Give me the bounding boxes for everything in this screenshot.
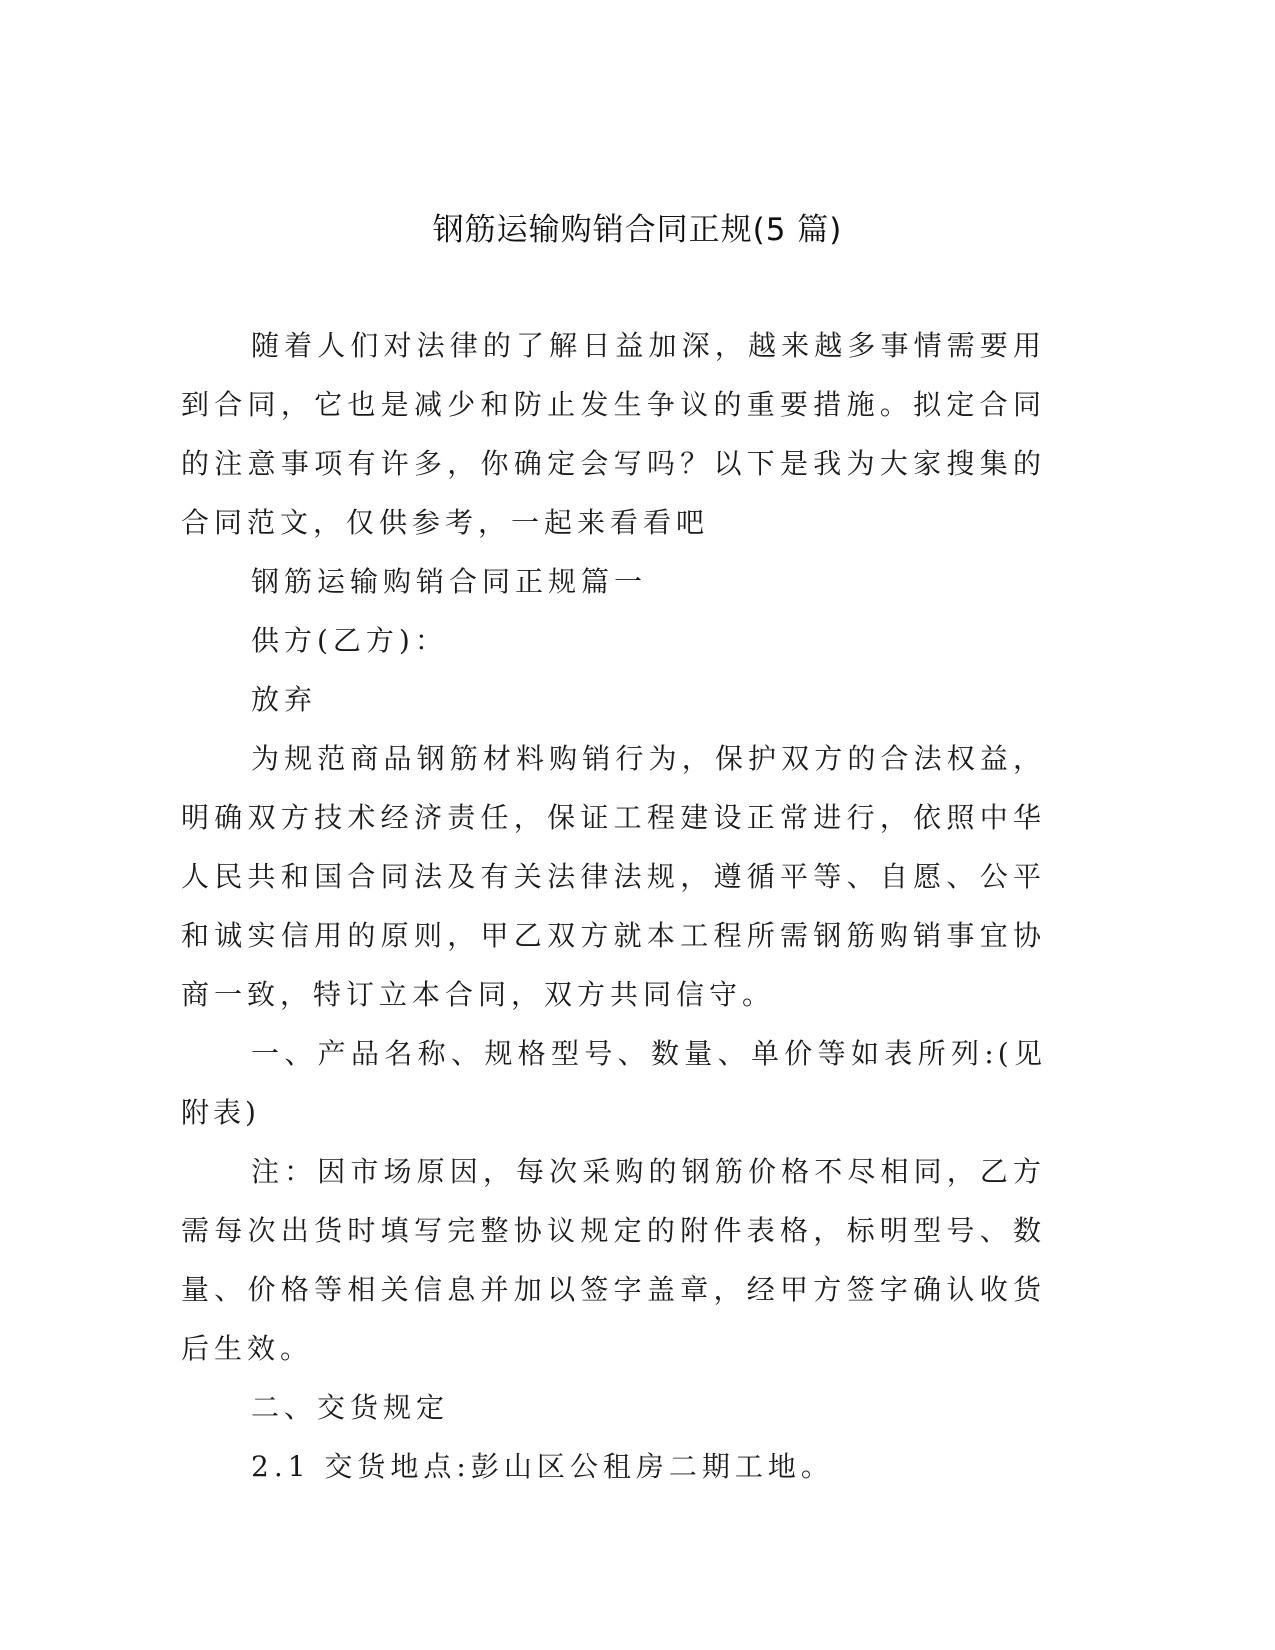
clause-two-heading: 二、交货规定: [251, 1391, 450, 1424]
abandon-line: 放弃: [251, 683, 318, 716]
document-title: 钢筋运输购销合同正规(5 篇): [432, 212, 843, 248]
section-heading-part-one: 钢筋运输购销合同正规篇一: [251, 565, 648, 598]
note-paragraph: 注：因市场原因，每次采购的钢筋价格不尽相同，乙方需每次出货时填写完整协议规定的附件表格，标明型号、数量、价格等相关信息并加以签字盖章，经甲方签字确认收货后生效。: [181, 1155, 1046, 1365]
intro-paragraph: 随着人们对法律的了解日益加深，越来越多事情需要用到合同，它也是减少和防止发生争议的重要措施。拟定合同的注意事项有许多，你确定会写吗？以下是我为大家搜集的合同范文，仅供参考，一起来看看吧: [181, 329, 1046, 539]
document-body: [181, 316, 1046, 1496]
clause-2-1-delivery-location: 2.1 交货地点:彭山区公租房二期工地。: [251, 1450, 834, 1483]
supplier-line: 供方(乙方)：: [251, 624, 448, 657]
purpose-paragraph: 为规范商品钢筋材料购销行为，保护双方的合法权益，明确双方技术经济责任，保证工程建设正常进行，依照中华人民共和国合同法及有关法律法规，遵循平等、自愿、公平和诚实信用的原则，甲乙双方就本工程所需钢筋购销事宜协商一致，特订立本合同，双方共同信守。: [181, 742, 1046, 1011]
clause-one-heading: 一、产品名称、规格型号、数量、单价等如表所列:(见附表): [181, 1037, 1046, 1129]
